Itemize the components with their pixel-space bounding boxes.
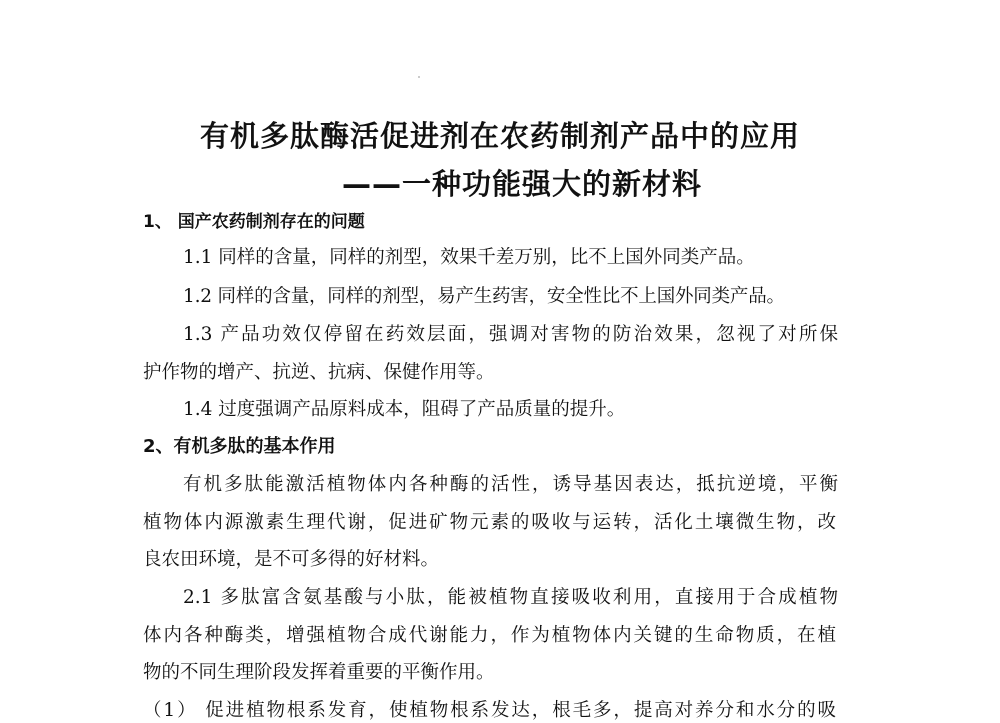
- section2-para1-line3: 良农田环境，是不可多得的好材料。: [143, 549, 440, 570]
- section1-item-1-3-cont: 护作物的增产、抗逆、抗病、保健作用等。: [143, 362, 495, 383]
- section2-item-2-1-line3: 物的不同生理阶段发挥着重要的平衡作用。: [143, 662, 495, 683]
- document-subtitle: ——一种功能强大的新材料: [341, 167, 702, 201]
- section2-para1-line2: 植物体内源激素生理代谢，促进矿物元素的吸收与运转，活化土壤微生物，改: [143, 512, 836, 533]
- section2-subitem-1-partial: （1） 促进植物根系发育，使植物根系发达，根毛多，提高对养分和水分的吸: [143, 700, 836, 721]
- section2-heading: 2、有机多肽的基本作用: [143, 436, 336, 457]
- section2-item-2-1-line2: 体内各种酶类，增强植物合成代谢能力，作为植物体内关键的生命物质，在植: [143, 625, 836, 646]
- section1-item-1-1: 1.1 同样的含量，同样的剂型，效果千差万别，比不上国外同类产品。: [183, 247, 755, 268]
- section1-item-1-2: 1.2 同样的含量，同样的剂型，易产生药害，安全性比不上国外同类产品。: [183, 286, 785, 307]
- section2-para1-line1: 有机多肽能激活植物体内各种酶的活性，诱导基因表达，抵抗逆境，平衡: [183, 474, 838, 495]
- section1-item-1-4: 1.4 过度强调产品原料成本，阻碍了产品质量的提升。: [183, 399, 626, 420]
- scan-speck: [418, 76, 420, 78]
- section1-heading: 1、 国产农药制剂存在的问题: [143, 212, 365, 232]
- document-title: 有机多肽酶活促进剂在农药制剂产品中的应用: [199, 119, 800, 153]
- section1-item-1-3: 1.3 产品功效仅停留在药效层面，强调对害物的防治效果，忽视了对所保: [183, 324, 838, 345]
- section2-item-2-1-line1: 2.1 多肽富含氨基酸与小肽，能被植物直接吸收利用，直接用于合成植物: [183, 587, 838, 608]
